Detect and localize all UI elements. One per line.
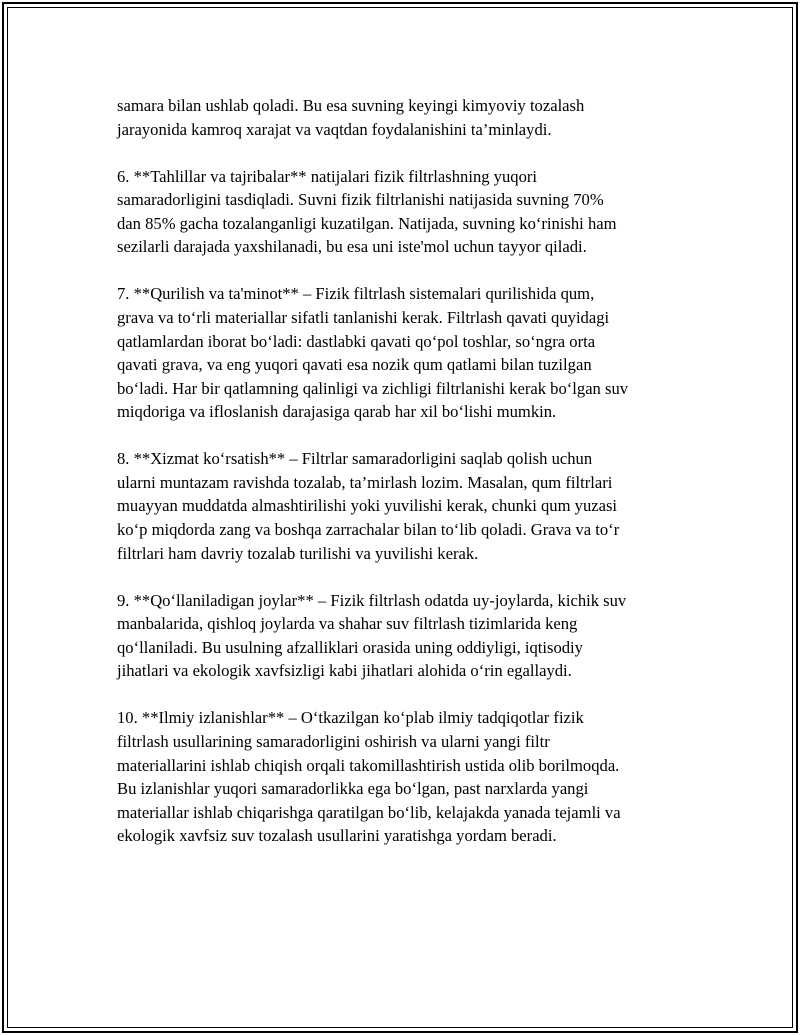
text-line: 10. **Ilmiy izlanishlar** – O‘tkazilgan ko‘plab ilmiy tadqiqotlar fizik [117, 708, 584, 728]
text-line: ko‘p miqdorda zang va boshqa zarrachalar bilan to‘lib qoladi. Grava va to‘r [117, 520, 620, 540]
text-line: filtrlash usullarining samaradorligini oshirish va ularni yangi filtr [117, 732, 550, 752]
paragraph-10 [117, 706, 691, 848]
text-line: grava va to‘rli materiallar sifatli tanlanishi kerak. Filtrlash qavati quyidagi [117, 307, 610, 327]
document-body [117, 94, 691, 871]
text-line: jihatlari va ekologik xavfsizligi kabi jihatlari alohida o‘rin egallaydi. [117, 661, 572, 681]
text-line: materiallar ishlab chiqarishga qaratilgan bo‘lib, kelajakda yanada tejamli va [117, 802, 621, 822]
text-line: Bu izlanishlar yuqori samaradorlikka ega bo‘lgan, past narxlarda yangi [117, 779, 589, 799]
text-line: sezilarli darajada yaxshilanadi, bu esa uni iste'mol uchun tayyor qiladi. [117, 237, 587, 257]
text-line: qavati grava, va eng yuqori qavati esa nozik qum qatlami bilan tuzilgan [117, 355, 592, 375]
text-line: qo‘llaniladi. Bu usulning afzalliklari orasida uning oddiyligi, iqtisodiy [117, 637, 583, 657]
text-line: dan 85% gacha tozalanganligi kuzatilgan. Natijada, suvning ko‘rinishi ham [117, 213, 617, 233]
paragraph-8 [117, 447, 691, 565]
text-line: ekologik xavfsiz suv tozalash usullarini yaratishga yordam beradi. [117, 826, 557, 846]
paragraph-continuation [117, 94, 691, 141]
paragraph-7 [117, 282, 691, 424]
paragraph-9 [117, 589, 691, 683]
text-line: jarayonida kamroq xarajat va vaqtdan foydalanishini ta’minlaydi. [117, 119, 552, 139]
text-line: samara bilan ushlab qoladi. Bu esa suvning keyingi kimyoviy tozalash [117, 96, 585, 115]
text-line: 6. **Tahlillar va tajribalar** natijalari fizik filtrlashning yuqori [117, 166, 538, 186]
text-line: filtrlari ham davriy tozalab turilishi va yuvilishi kerak. [117, 543, 479, 563]
text-line: manbalarida, qishloq joylarda va shahar suv filtrlash tizimlarida keng [117, 614, 578, 634]
text-line: 8. **Xizmat ko‘rsatish** – Filtrlar samaradorligini saqlab qolish uchun [117, 449, 593, 469]
paragraph-6 [117, 165, 691, 259]
text-line: qatlamlardan iborat bo‘ladi: dastlabki qavati qo‘pol toshlar, so‘ngra orta [117, 331, 596, 351]
text-line: materiallarini ishlab chiqish orqali takomillashtirish ustida olib borilmoqda. [117, 755, 620, 775]
text-line: muayyan muddatda almashtirilishi yoki yuvilishi kerak, chunki qum yuzasi [117, 496, 618, 516]
text-line: ularni muntazam ravishda tozalab, ta’mirlash lozim. Masalan, qum filtrlari [117, 472, 613, 492]
text-line: 7. **Qurilish va ta'minot** – Fizik filtrlash sistemalari qurilishida qum, [117, 284, 595, 304]
text-line: miqdoriga va ifloslanish darajasiga qarab har xil bo‘lishi mumkin. [117, 402, 557, 422]
text-line: bo‘ladi. Har bir qatlamning qalinligi va zichligi filtrlanishi kerak bo‘lgan suv [117, 378, 629, 398]
text-line: 9. **Qo‘llaniladigan joylar** – Fizik filtrlash odatda uy-joylarda, kichik suv [117, 590, 627, 610]
text-line: samaradorligini tasdiqladi. Suvni fizik filtrlanishi natijasida suvning 70% [117, 190, 604, 210]
